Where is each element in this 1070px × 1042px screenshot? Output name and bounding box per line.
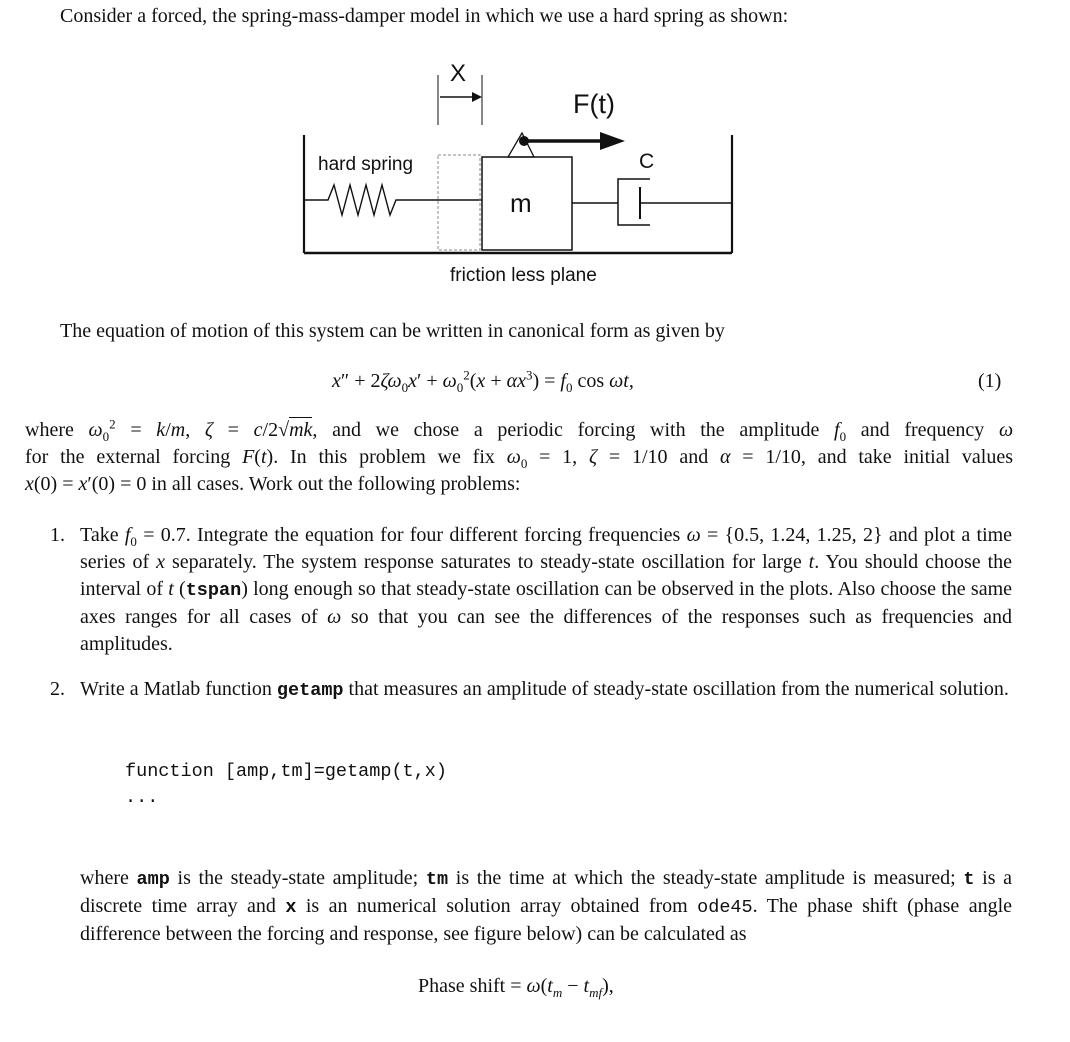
displacement-marker	[438, 155, 480, 250]
item2-text: Write a Matlab function getamp that measures an amplitude of steady-state oscillation from the numerical solution.	[80, 678, 1009, 701]
spring-mass-damper-figure	[290, 55, 750, 300]
label-x: X	[450, 60, 467, 87]
damper-icon	[618, 179, 650, 225]
label-mass: m	[510, 188, 532, 218]
label-damper: C	[639, 150, 655, 173]
equation-number: (1)	[978, 370, 1002, 392]
where-paragraph-line2: for the external forcing F(t). In this problem we fix $\omega_0 = 1$, ζ = 1/10 and α = 1/10, and take initial values	[25, 446, 1014, 471]
item1-number: 1.	[50, 524, 65, 546]
label-spring: hard spring	[318, 154, 414, 175]
equation-of-motion: $x'' + 2\zeta\omega_0x' + \omega_0^2(x + \alpha x^3) = f_0$ cos ωt,	[332, 367, 634, 395]
where-paragraph-line1: where $\omega_0^2 = k/m$, ζ = c/2√mk, and we chose a periodic forcing with the amplitude $f_0$ and frequency ω	[25, 416, 1014, 444]
code-line-1: function [amp,tm]=getamp(t,x)	[125, 761, 447, 782]
item2-number: 2.	[50, 678, 65, 700]
label-plane: friction less plane	[450, 265, 597, 286]
label-force: F(t)	[573, 89, 615, 119]
item1-text: Take $f_0 = 0.7$. Integrate the equation for four different forcing frequencies ω = {0.5, 1.24, 1.25, 2} and plot a time series of x separately. The system response saturates to steady-state oscillation for large t. You should choose the interval of t (tspan) long enough so that steady-state oscillation can be observed in the plots. Also choose the same axes ranges for all cases of ω so that you can see the differences of the responses such as frequencies and amplitudes.	[80, 524, 1013, 655]
equation-intro: The equation of motion of this system can be written in canonical form as given by	[60, 320, 725, 342]
spring-icon	[304, 185, 482, 215]
phase-shift-formula: Phase shift = $\omega(t_m - t_{mf})$,	[418, 975, 614, 1000]
where-amp-paragraph: where amp is the steady-state amplitude; tm is the time at which the steady-state amplitude is measured; t is a discrete time array and x is an numerical solution array obtained from ode45. The phase shift (phase angle difference between the forcing and response, see figure below) can be calculated as	[80, 867, 1013, 945]
code-line-2: ...	[125, 787, 159, 808]
intro-text: Consider a forced, the spring-mass-damper model in which we use a hard spring as shown:	[60, 5, 789, 27]
where-paragraph-line3: x(0) = x′(0) = 0 in all cases. Work out the following problems:	[25, 473, 521, 495]
